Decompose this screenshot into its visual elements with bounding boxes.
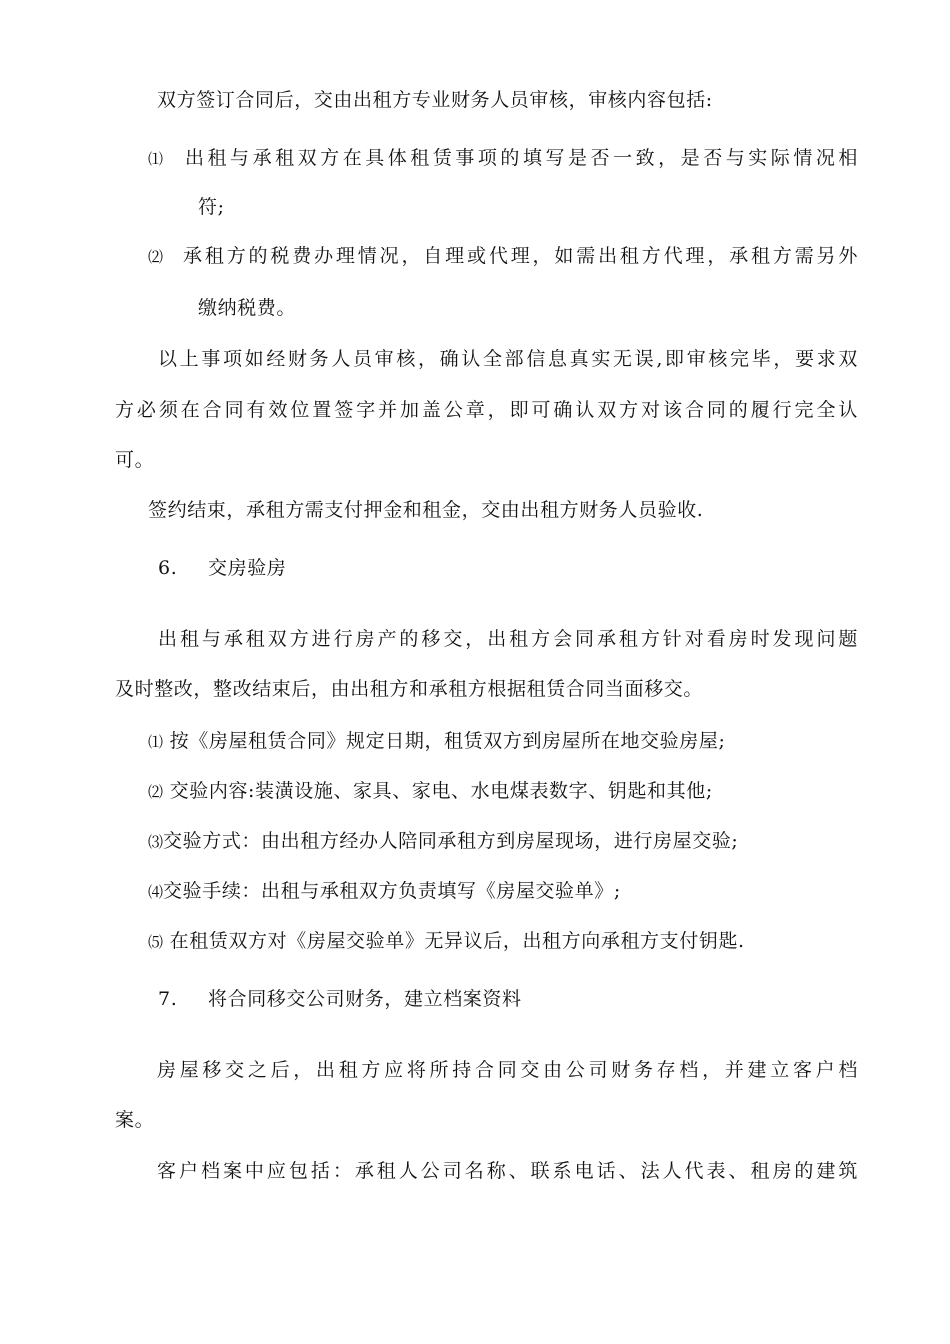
paragraph-review-intro: 双方签订合同后，交由出租方专业财务人员审核，审核内容包括: xyxy=(157,89,713,111)
list-item: ⑸ 在租赁双方对《房屋交验单》无异议后，出租方向承租方支付钥匙. xyxy=(148,930,745,952)
paragraph-archive-line-1: 房屋移交之后，出租方应将所持合同交由公司财务存档，并建立客户档 xyxy=(157,1059,858,1081)
paragraph-deposit: 签约结束，承租方需支付押金和租金，交由出租方财务人员验收. xyxy=(148,499,704,521)
paragraph-customer-file-line-1: 客户档案中应包括：承租人公司名称、联系电话、法人代表、租房的建筑 xyxy=(157,1160,858,1182)
section-heading-6 xyxy=(158,556,286,580)
review-item-2-line-1: 承租方的税费办理情况，自理或代理，如需出租方代理，承租方需另外 xyxy=(183,245,858,267)
list-item: ⑶交验方式：由出租方经办人陪同承租方到房屋现场，进行房屋交验; xyxy=(148,830,739,852)
list-item-marker: ⑵ xyxy=(148,248,164,266)
section-heading-7 xyxy=(158,987,522,1011)
paragraph-archive-line-2: 案。 xyxy=(115,1109,155,1131)
review-item-1-line-2: 符; xyxy=(198,196,225,218)
list-item-marker: ⑴ xyxy=(148,150,164,168)
section-number: 6. xyxy=(158,557,178,579)
list-item: ⑷交验手续：出租与承租双方负责填写《房屋交验单》; xyxy=(148,880,621,902)
paragraph-confirm-line-1: 以上事项如经财务人员审核，确认全部信息真实无误,即审核完毕，要求双 xyxy=(158,348,858,370)
paragraph-confirm-line-3: 可。 xyxy=(115,449,155,471)
review-item-2-line-2: 缴纳税费。 xyxy=(198,297,297,319)
paragraph-handover-line-2: 及时整改，整改结束后，由出租方和承租方根据租赁合同当面移交。 xyxy=(115,678,704,700)
section-title: 将合同移交公司财务，建立档案资料 xyxy=(208,988,522,1010)
review-item-1-line-1: 出租与承租双方在具体租赁事项的填写是否一致，是否与实际情况相 xyxy=(185,147,858,169)
list-item: ⑵ 交验内容:装潢设施、家具、家电、水电煤表数字、钥匙和其他; xyxy=(148,780,713,802)
paragraph-confirm-line-2: 方必须在合同有效位置签字并加盖公章，即可确认双方对该合同的履行完全认 xyxy=(115,399,858,421)
section-title: 交房验房 xyxy=(208,557,287,579)
section-number: 7. xyxy=(158,988,178,1010)
paragraph-handover-line-1: 出租与承租双方进行房产的移交，出租方会同承租方针对看房时发现问题 xyxy=(158,628,858,650)
list-item: ⑴ 按《房屋租赁合同》规定日期，租赁双方到房屋所在地交验房屋; xyxy=(148,730,726,752)
